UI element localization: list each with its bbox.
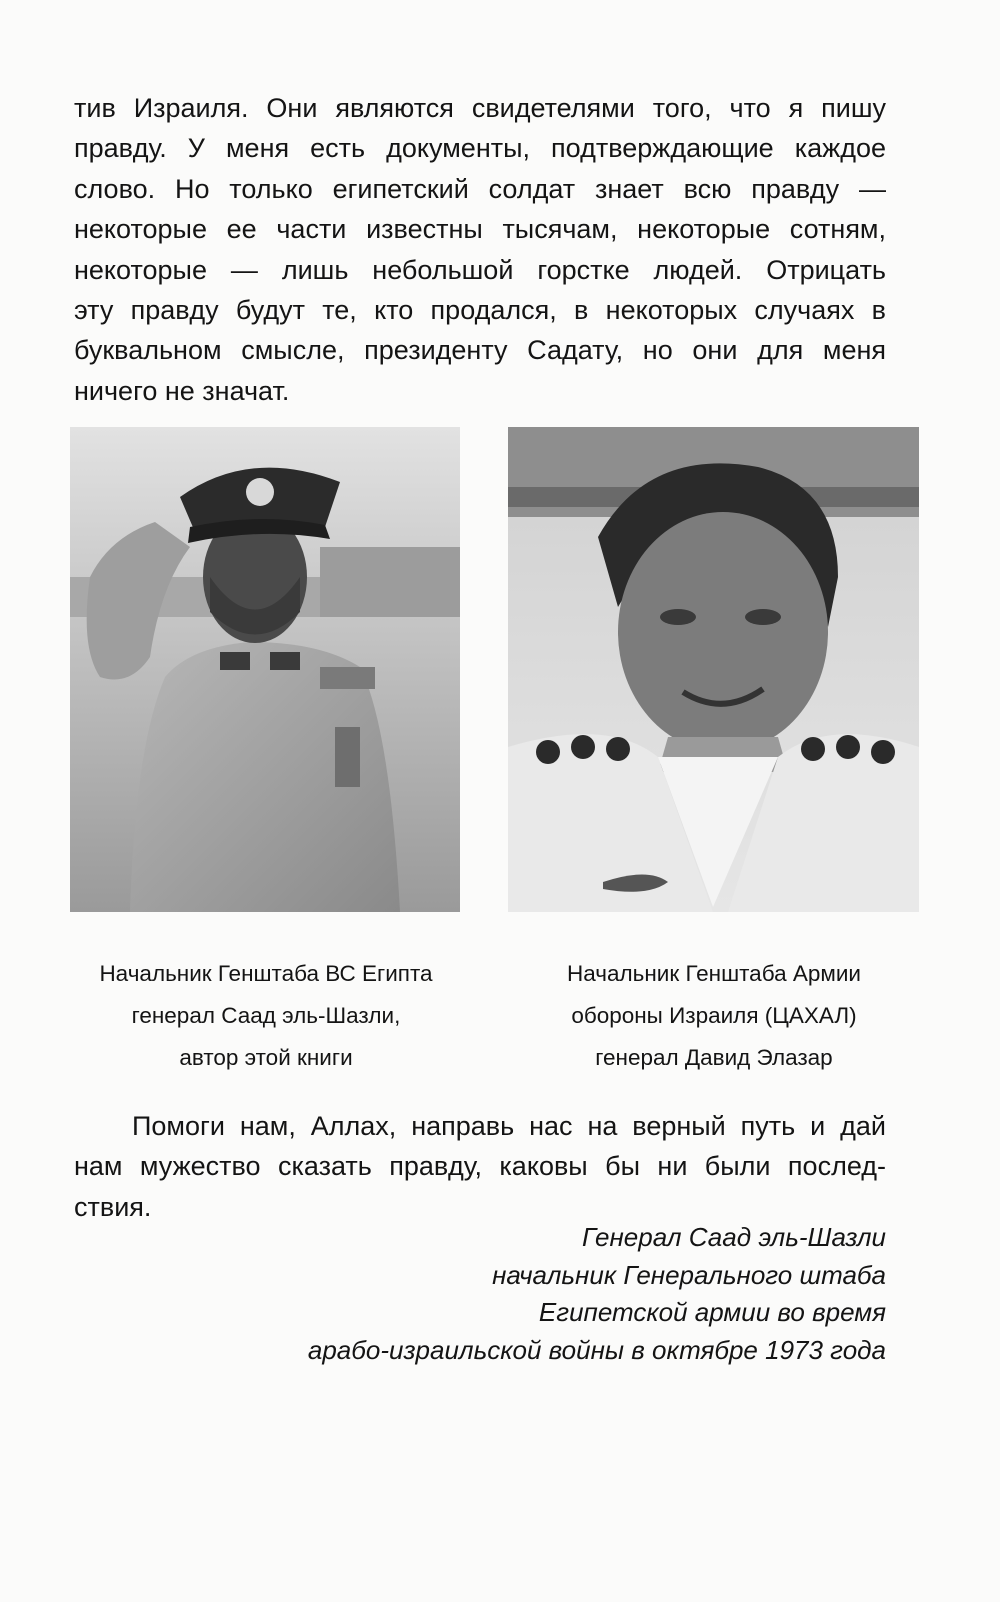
signature-block [308,1219,886,1369]
caption-line: Начальник Генштаба ВС Египта [99,961,433,986]
caption-left [68,953,464,1079]
text-line: некоторые ее части известны тысячам, некоторые сотням, [74,214,886,245]
text-line: ничего не значат. [74,375,290,406]
signature-line: Египетской армии во время [538,1297,886,1327]
text-line: ствия. [74,1191,152,1222]
text-line: правду. У меня есть документы, подтверждающие каждое [74,133,886,164]
text-line: слово. Но только египетский солдат знает всю правду — [74,173,886,204]
text-line: некоторые — лишь небольшой горстке людей. Отрицать [74,254,886,285]
signature-line: начальник Генерального штаба [492,1259,886,1290]
portrait-saluting-general [70,427,460,912]
text-line: эту правду будут те, кто продался, в некоторых случаях в [74,294,886,325]
photo-elazar [508,427,919,912]
portrait-smiling-general [508,427,919,912]
text-line: нам мужество сказать правду, каковы бы ни были послед- [74,1151,886,1182]
caption-line: генерал Давид Элазар [595,1045,833,1070]
caption-line: автор этой книги [179,1045,353,1070]
caption-line: генерал Саад эль-Шазли, [131,1003,401,1028]
caption-line: обороны Израиля (ЦАХАЛ) [571,1003,857,1028]
text-line: Помоги нам, Аллах, направь нас на верный путь и дай [132,1111,886,1141]
signature-line: арабо-израильской войны в октябре 1973 года [307,1334,886,1365]
photo-el-shazly [70,427,460,912]
signature-line: Генерал Саад эль-Шазли [582,1222,886,1252]
text-line: буквальном смысле, президенту Садату, но они для меня [74,335,886,366]
prayer-paragraph [74,1106,886,1227]
intro-paragraph [74,88,886,411]
caption-line: Начальник Генштаба Армии [567,961,861,986]
text-line: тив Израиля. Они являются свидетелями того, что я пишу [74,93,886,123]
caption-right [506,953,922,1079]
